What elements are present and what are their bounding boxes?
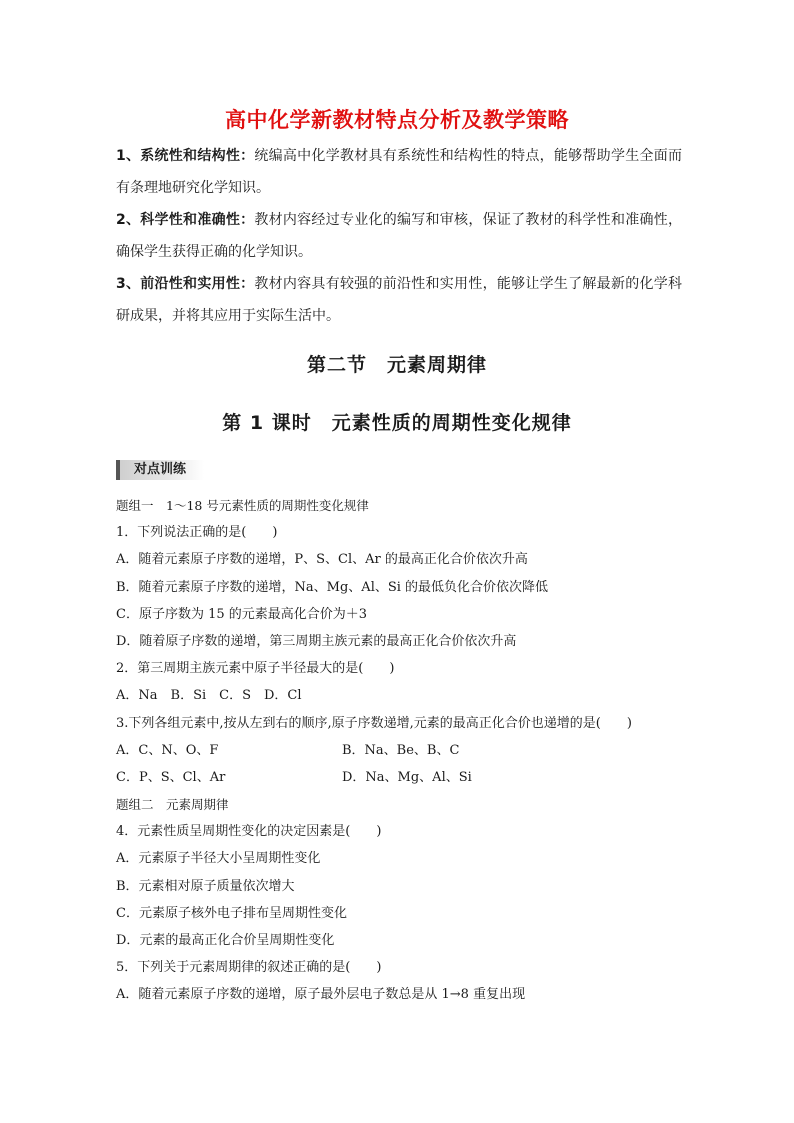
- document-title: 高中化学新教材特点分析及教学策略: [225, 108, 569, 132]
- question-stem: 1．下列说法正确的是( ): [116, 525, 278, 541]
- answer-option: A．随着元素原子序数的递增，P、S、Cl、Ar 的最高正化合价依次升高: [116, 552, 528, 568]
- answer-option: A．元素原子半径大小呈周期性变化: [116, 851, 321, 867]
- intro-point-2: [116, 204, 682, 268]
- practice-tag: [116, 460, 204, 480]
- practice-tag-label: 对点训练: [134, 462, 187, 477]
- answer-option: A．C、N、O、F: [116, 742, 219, 758]
- answer-option: D．元素的最高正化合价呈周期性变化: [116, 933, 335, 948]
- question-stem: 4．元素性质呈周期性变化的决定因素是( ): [116, 824, 382, 840]
- intro-point-lead: 1、系统性和结构性：: [116, 148, 255, 164]
- answer-options-row: [116, 764, 696, 791]
- lesson-title: 第 1 课时 元素性质的周期性变化规律: [222, 412, 572, 434]
- answer-option: D．Na、Mg、Al、Si: [342, 769, 472, 785]
- answer-option: D．随着原子序数的递增，第三周期主族元素的最高正化合价依次升高: [116, 633, 517, 649]
- answer-option: B．元素相对原子质量依次增大: [116, 878, 295, 894]
- question-group-heading: 题组二 元素周期律: [116, 797, 229, 813]
- answer-option: C．原子序数为 15 的元素最高化合价为＋3: [116, 606, 368, 622]
- question-stem: 5．下列关于元素周期律的叙述正确的是( ): [116, 960, 382, 976]
- question-group-heading: 题组一 1～18 号元素性质的周期性变化规律: [116, 498, 369, 513]
- answer-option: C．元素原子核外电子排布呈周期性变化: [116, 905, 347, 921]
- answer-option: B．随着元素原子序数的递增，Na、Mg、Al、Si 的最低负化合价依次降低: [116, 579, 549, 595]
- intro-point-text: 教材内容经过专业化的编写和审核，保证了教材的科学性和准确性，确保学生获得正确的化学知识。: [116, 212, 682, 260]
- answer-option: A．随着元素原子序数的递增，原子最外层电子数总是从 1→8 重复出现: [116, 987, 526, 1003]
- intro-section: [116, 140, 682, 332]
- intro-point-3: [116, 268, 682, 332]
- intro-point-lead: 2、科学性和准确性：: [116, 212, 255, 228]
- answer-options-row: A．Na B．Si C．S D．Cl: [116, 688, 302, 704]
- intro-point-lead: 3、前沿性和实用性：: [116, 276, 255, 292]
- section-title: 第二节 元素周期律: [306, 354, 487, 376]
- answer-options-row: [116, 737, 696, 764]
- intro-point-text: 教材内容具有较强的前沿性和实用性，能够让学生了解最新的化学科研成果，并将其应用于实际生活中。: [116, 276, 682, 324]
- intro-point-text: 统编高中化学教材具有系统性和结构性的特点，能够帮助学生全面而有条理地研究化学知识。: [116, 148, 682, 196]
- intro-point-1: [116, 140, 682, 204]
- question-stem: 3.下列各组元素中,按从左到右的顺序,原子序数递增,元素的最高正化合价也递增的是( ): [116, 715, 632, 731]
- question-stem: 2．第三周期主族元素中原子半径最大的是( ): [116, 661, 395, 677]
- answer-option: C．P、S、Cl、Ar: [116, 769, 226, 785]
- question-list: [116, 492, 696, 1009]
- answer-option: B．Na、Be、B、C: [342, 742, 460, 758]
